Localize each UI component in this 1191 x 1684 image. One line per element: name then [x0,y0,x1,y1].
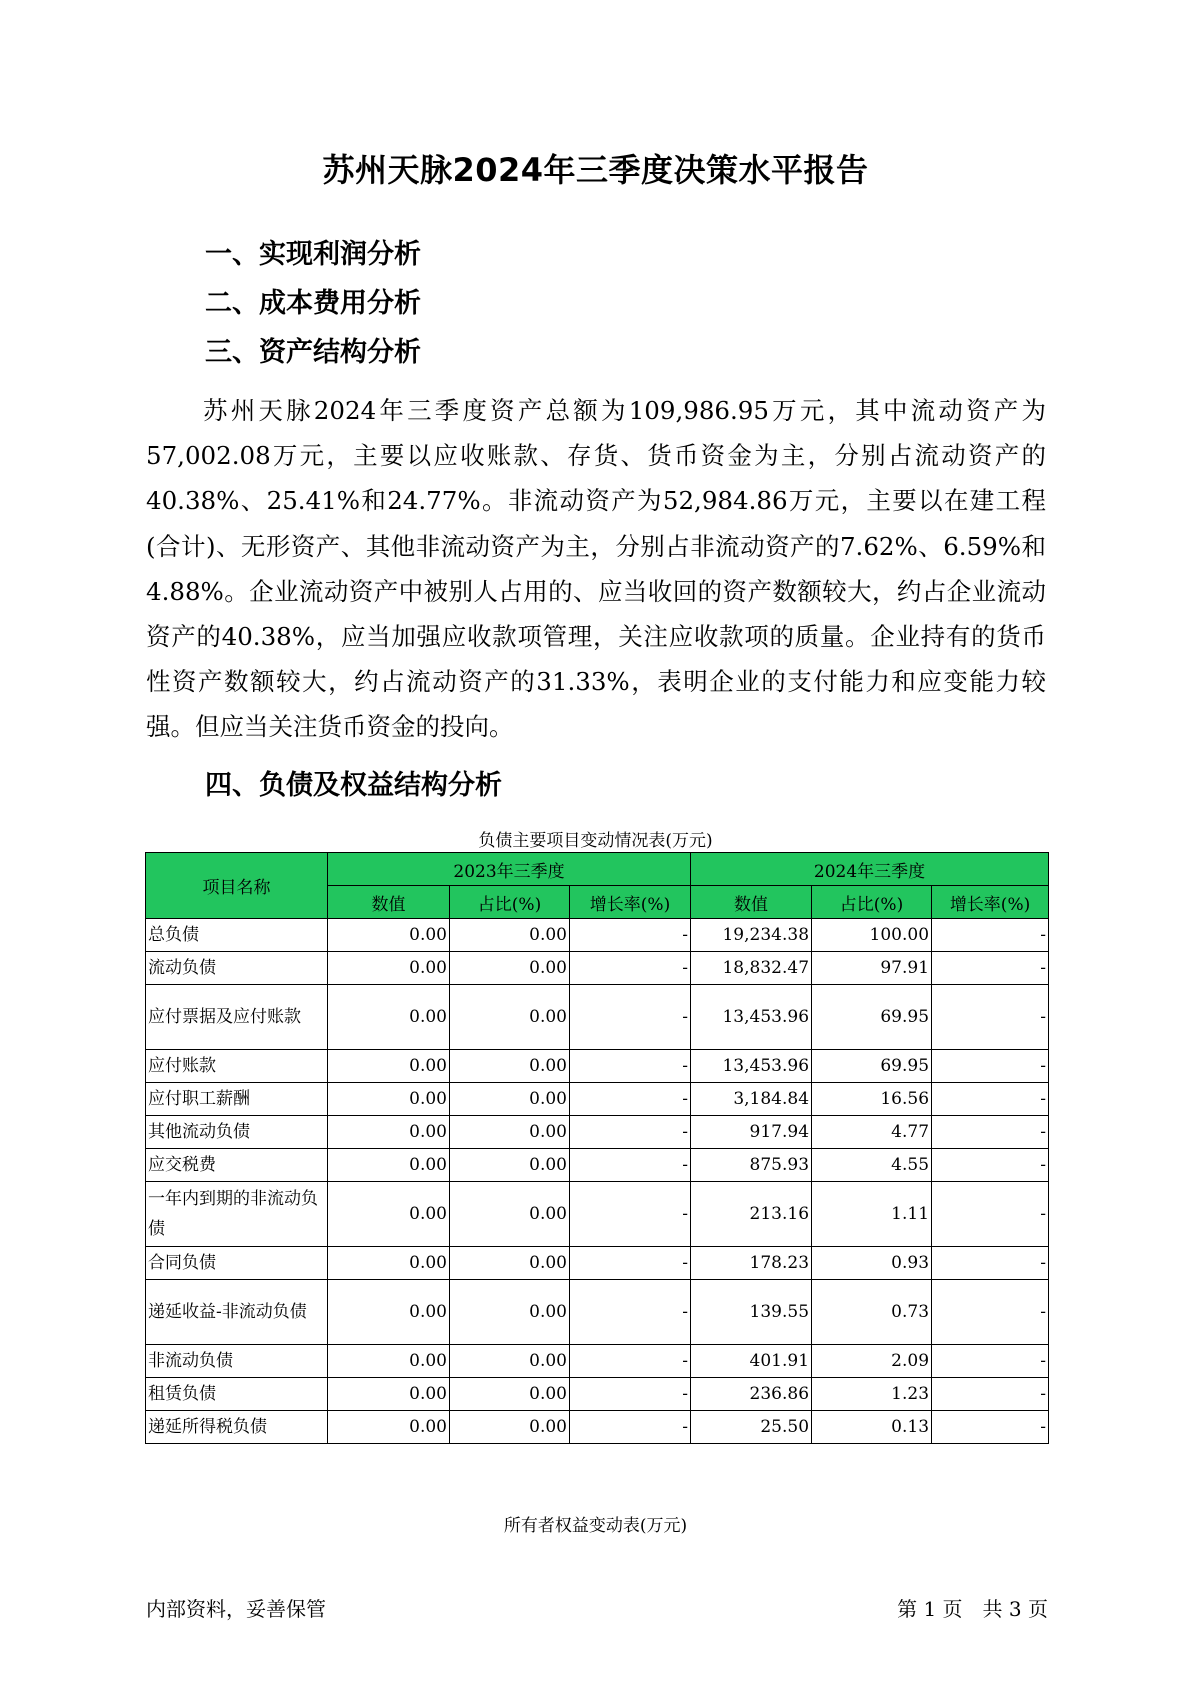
cell-share-2024: 69.95 [812,985,932,1050]
cell-growth-2024: - [932,1116,1049,1149]
cell-share-2023: 0.00 [450,1182,570,1247]
cell-growth-2023: - [570,952,691,985]
cell-value-2024: 13,453.96 [691,985,812,1050]
cell-value-2023: 0.00 [328,1378,450,1411]
cell-growth-2023: - [570,1247,691,1280]
header-share-2023: 占比(%) [450,886,570,919]
cell-share-2024: 16.56 [812,1083,932,1116]
row-item-name: 一年内到期的非流动负债 [146,1182,328,1247]
footer-confidential-note: 内部资料，妥善保管 [146,1597,326,1621]
cell-growth-2024: - [932,1182,1049,1247]
cell-value-2023: 0.00 [328,952,450,985]
cell-share-2023: 0.00 [450,1378,570,1411]
cell-share-2024: 1.23 [812,1378,932,1411]
row-item-name: 应付职工薪酬 [146,1083,328,1116]
table-row [146,952,1049,985]
cell-value-2024: 13,453.96 [691,1050,812,1083]
cell-growth-2023: - [570,1050,691,1083]
cell-value-2023: 0.00 [328,1411,450,1444]
cell-value-2024: 3,184.84 [691,1083,812,1116]
table-row [146,1182,1049,1247]
table-row [146,1247,1049,1280]
cell-share-2024: 0.73 [812,1280,932,1345]
cell-growth-2024: - [932,985,1049,1050]
cell-share-2023: 0.00 [450,1411,570,1444]
cell-value-2023: 0.00 [328,1116,450,1149]
header-value-2024: 数值 [691,886,812,919]
table-row [146,1345,1049,1378]
cell-growth-2023: - [570,1116,691,1149]
cell-growth-2023: - [570,919,691,952]
cell-share-2023: 0.00 [450,1345,570,1378]
cell-value-2024: 917.94 [691,1116,812,1149]
row-item-name: 流动负债 [146,952,328,985]
cell-growth-2023: - [570,985,691,1050]
cell-share-2023: 0.00 [450,1149,570,1182]
cell-value-2024: 19,234.38 [691,919,812,952]
cell-growth-2024: - [932,1345,1049,1378]
cell-share-2023: 0.00 [450,919,570,952]
cell-value-2023: 0.00 [328,1247,450,1280]
section-heading-liabilities: 四、负债及权益结构分析 [205,770,502,801]
cell-share-2024: 4.77 [812,1116,932,1149]
liability-table-caption: 负债主要项目变动情况表(万元) [478,831,713,851]
table-row [146,1116,1049,1149]
cell-value-2024: 401.91 [691,1345,812,1378]
cell-value-2023: 0.00 [328,985,450,1050]
cell-share-2024: 4.55 [812,1149,932,1182]
cell-value-2024: 178.23 [691,1247,812,1280]
cell-value-2024: 25.50 [691,1411,812,1444]
table-row [146,919,1049,952]
header-period-2023: 2023年三季度 [328,853,691,886]
table-row [146,1280,1049,1345]
table-row [146,1411,1049,1444]
section-heading-profit: 一、实现利润分析 [205,239,421,270]
cell-growth-2023: - [570,1083,691,1116]
footer-page-number: 第 1 页 共 3 页 [897,1597,1048,1621]
cell-share-2024: 2.09 [812,1345,932,1378]
cell-growth-2023: - [570,1345,691,1378]
cell-growth-2024: - [932,1083,1049,1116]
cell-share-2024: 1.11 [812,1182,932,1247]
cell-growth-2023: - [570,1411,691,1444]
cell-growth-2023: - [570,1182,691,1247]
cell-value-2023: 0.00 [328,1345,450,1378]
cell-share-2024: 0.13 [812,1411,932,1444]
row-item-name: 租赁负债 [146,1378,328,1411]
cell-growth-2024: - [932,1378,1049,1411]
liability-table [145,852,1049,1444]
cell-share-2023: 0.00 [450,985,570,1050]
table-row [146,985,1049,1050]
header-period-2024: 2024年三季度 [691,853,1049,886]
cell-growth-2023: - [570,1149,691,1182]
cell-value-2024: 213.16 [691,1182,812,1247]
row-item-name: 总负债 [146,919,328,952]
section-heading-assets: 三、资产结构分析 [205,337,421,368]
cell-growth-2024: - [932,919,1049,952]
row-item-name: 应付账款 [146,1050,328,1083]
cell-growth-2023: - [570,1280,691,1345]
cell-share-2023: 0.00 [450,1050,570,1083]
cell-share-2023: 0.00 [450,1247,570,1280]
row-item-name: 应付票据及应付账款 [146,985,328,1050]
row-item-name: 合同负债 [146,1247,328,1280]
cell-share-2023: 0.00 [450,1280,570,1345]
cell-growth-2024: - [932,952,1049,985]
cell-value-2024: 139.55 [691,1280,812,1345]
cell-value-2024: 18,832.47 [691,952,812,985]
cell-share-2024: 0.93 [812,1247,932,1280]
row-item-name: 非流动负债 [146,1345,328,1378]
cell-value-2024: 236.86 [691,1378,812,1411]
header-item-name: 项目名称 [146,853,328,919]
cell-growth-2024: - [932,1050,1049,1083]
cell-share-2023: 0.00 [450,1083,570,1116]
header-growth-2023: 增长率(%) [570,886,691,919]
asset-analysis-paragraph: 苏州天脉2024年三季度资产总额为109,986.95万元，其中流动资产为57,002.08万元，主要以应收账款、存货、货币资金为主，分别占流动资产的40.38%、25.41%和24.77%。非流动资产为52,984.86万元，主要以在建工程(合计)、无形资产、其他非流动资产为主，分别占非流动资产的7.62%、6.59%和4.88%。企业流动资产中被别人占用的、应当收回的资产数额较大，约占企业流动资产的40.38%，应当加强应收款项管理，关注应收款项的质量。企业持有的货币性资产数额较大，约占流动资产的31.33%，表明企业的支付能力和应变能力较强。但应当关注货币资金的投向。 [146,396,1046,742]
cell-growth-2023: - [570,1378,691,1411]
cell-value-2023: 0.00 [328,919,450,952]
cell-growth-2024: - [932,1280,1049,1345]
cell-value-2023: 0.00 [328,1083,450,1116]
cell-value-2024: 875.93 [691,1149,812,1182]
row-item-name: 递延收益-非流动负债 [146,1280,328,1345]
cell-share-2023: 0.00 [450,1116,570,1149]
cell-share-2024: 100.00 [812,919,932,952]
cell-share-2024: 97.91 [812,952,932,985]
cell-value-2023: 0.00 [328,1280,450,1345]
cell-value-2023: 0.00 [328,1149,450,1182]
cell-value-2023: 0.00 [328,1182,450,1247]
table-row [146,1083,1049,1116]
page-title: 苏州天脉2024年三季度决策水平报告 [322,151,869,189]
table-row [146,1050,1049,1083]
row-item-name: 应交税费 [146,1149,328,1182]
cell-growth-2024: - [932,1149,1049,1182]
row-item-name: 其他流动负债 [146,1116,328,1149]
cell-share-2023: 0.00 [450,952,570,985]
header-growth-2024: 增长率(%) [932,886,1049,919]
cell-share-2024: 69.95 [812,1050,932,1083]
cell-value-2023: 0.00 [328,1050,450,1083]
equity-table-caption: 所有者权益变动表(万元) [503,1516,688,1536]
header-value-2023: 数值 [328,886,450,919]
cell-growth-2024: - [932,1411,1049,1444]
cell-growth-2024: - [932,1247,1049,1280]
row-item-name: 递延所得税负债 [146,1411,328,1444]
table-row [146,1378,1049,1411]
table-row [146,1149,1049,1182]
header-share-2024: 占比(%) [812,886,932,919]
section-heading-cost: 二、成本费用分析 [205,288,421,319]
